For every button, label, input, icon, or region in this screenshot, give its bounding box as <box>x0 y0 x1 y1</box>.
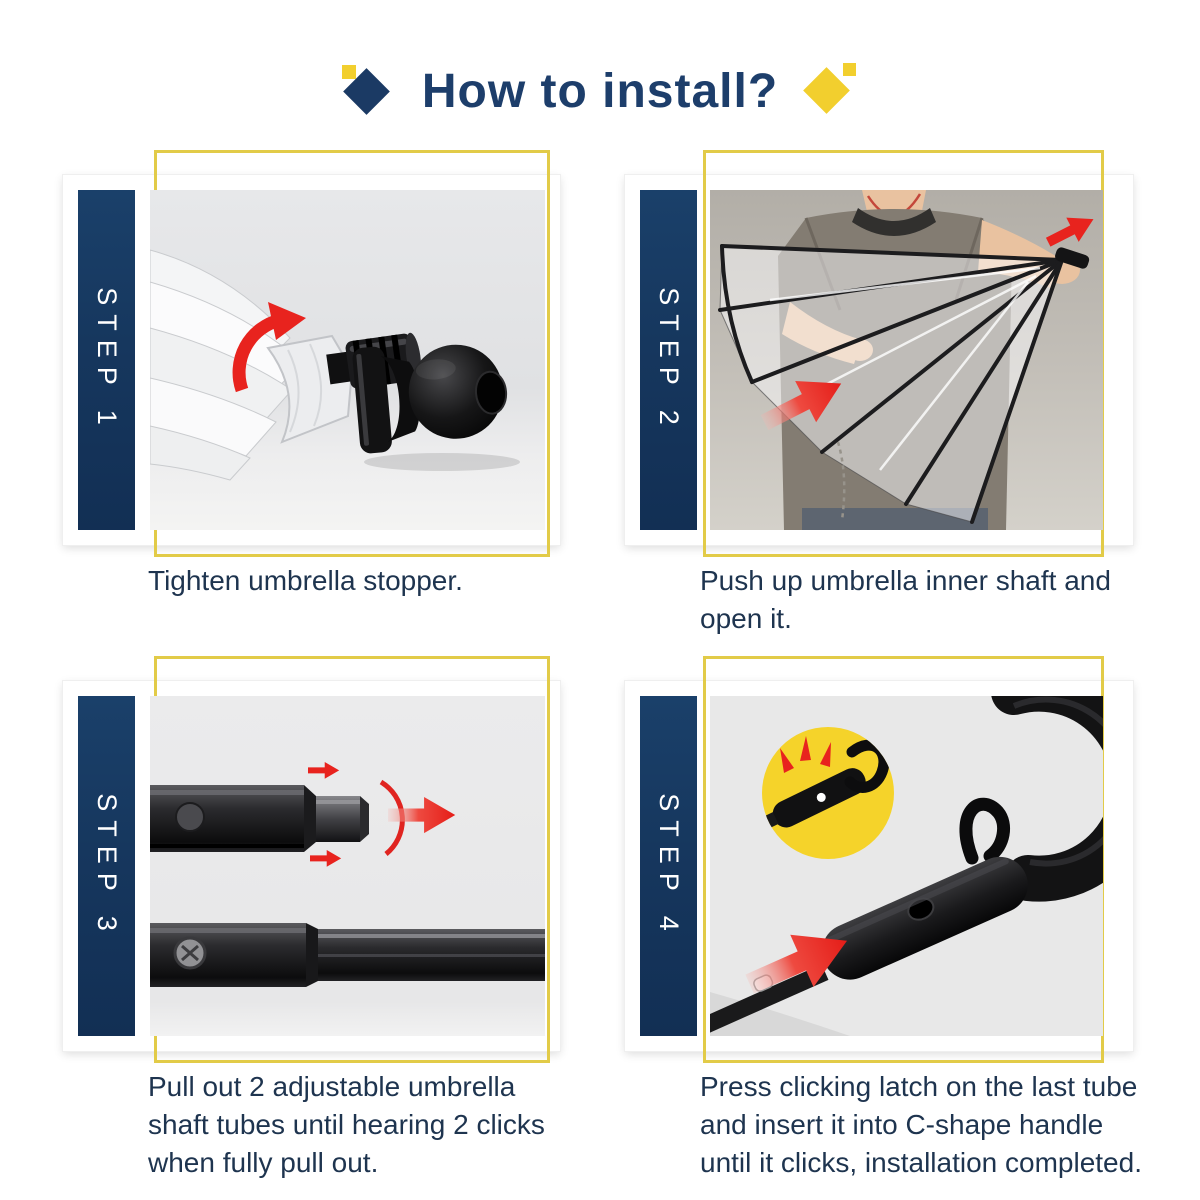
caption-line: when fully pull out. <box>148 1147 379 1178</box>
yellow-square-icon <box>342 65 356 79</box>
caption-line: until it clicks, installation completed. <box>700 1147 1142 1178</box>
page-header <box>0 56 1200 126</box>
caption-line: Press clicking latch on the last tube <box>700 1071 1138 1102</box>
caption-line: and insert it into C-shape handle <box>700 1109 1104 1140</box>
step-2-label: STEP 2 <box>654 286 684 434</box>
step-3-card <box>63 681 560 1051</box>
step-1-photo-umbrella-stopper <box>150 190 545 530</box>
step-3-label: STEP 3 <box>92 792 122 940</box>
step-2-photo-open-umbrella <box>710 190 1103 530</box>
page-title: How to install? <box>421 64 779 118</box>
step-3-banner <box>78 696 135 1036</box>
step-4-banner <box>640 696 697 1036</box>
lower-tube-assembly <box>150 923 545 987</box>
step-4-card <box>625 681 1133 1051</box>
yellow-diamond-icon <box>804 63 858 119</box>
step-4-caption <box>700 1068 1142 1182</box>
step-1-card <box>63 175 560 545</box>
caption-line: open it. <box>700 603 792 634</box>
step-4-label: STEP 4 <box>654 792 684 940</box>
step-2-caption <box>700 562 1111 638</box>
step-2-banner <box>640 190 697 530</box>
step-1-banner <box>78 190 135 530</box>
step-2-card <box>625 175 1133 545</box>
navy-diamond-icon <box>342 63 396 119</box>
yellow-square-icon <box>843 63 856 76</box>
caption-line: Push up umbrella inner shaft and <box>700 565 1111 596</box>
step-1-caption <box>148 562 463 600</box>
step-1-label: STEP 1 <box>92 286 122 434</box>
caption-line: Pull out 2 adjustable umbrella <box>148 1071 516 1102</box>
step-4-photo-c-handle <box>710 696 1103 1036</box>
caption-line: shaft tubes until hearing 2 clicks <box>148 1109 545 1140</box>
step-3-photo-shaft-tubes <box>150 696 545 1036</box>
caption-line: Tighten umbrella stopper. <box>148 565 463 596</box>
step-3-caption <box>148 1068 545 1182</box>
